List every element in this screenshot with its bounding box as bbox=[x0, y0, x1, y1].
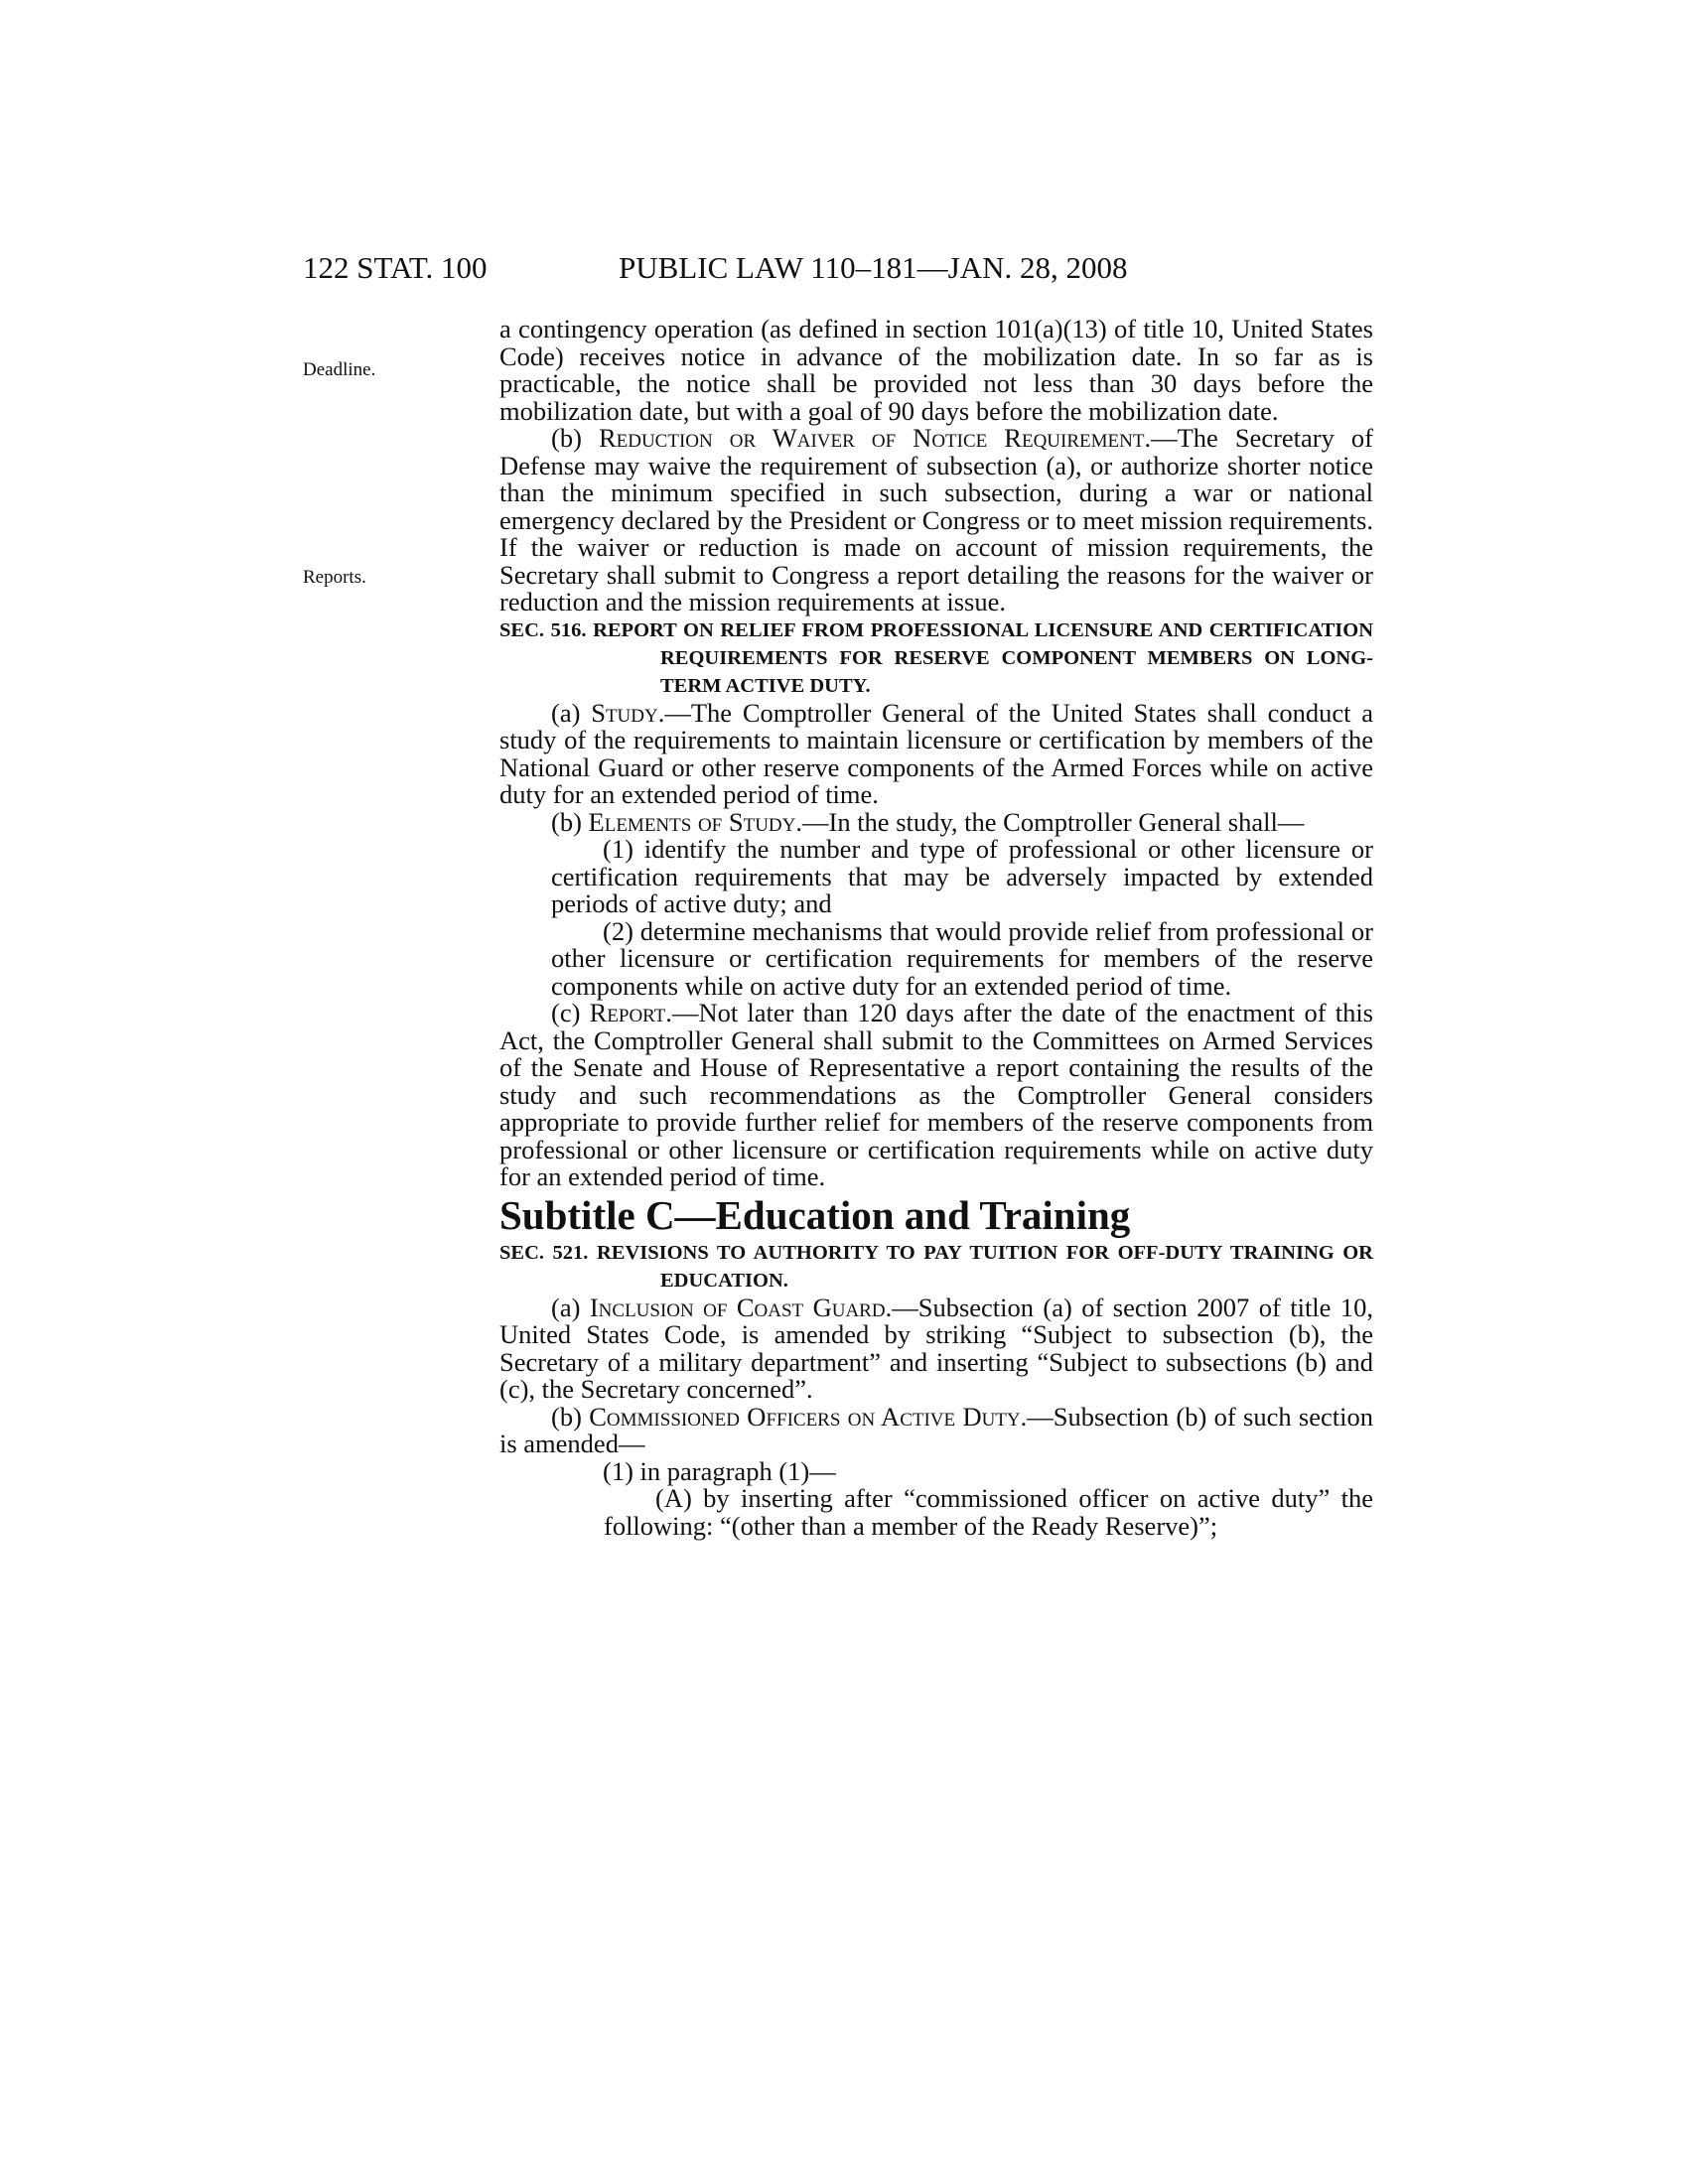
subsection-label: (b) bbox=[551, 423, 599, 453]
subsection-heading: Commissioned Officers on Active Duty. bbox=[589, 1401, 1028, 1432]
subsection-label: (b) bbox=[551, 806, 589, 837]
sec521-paragraph-b1: (1) in paragraph (1)— bbox=[603, 1455, 836, 1486]
sec515-subsection-b bbox=[499, 425, 1373, 616]
subsection-heading: Report. bbox=[589, 998, 672, 1027]
continuation-paragraph: a contingency operation (as defined in section 101(a)(13) of title 10, United States Code) receives notice in advance of the mobilization date. In so far as is practicable, the notice shall be provided not less than 30 days before the mobilization date, but with a goal of 90 days before the mobilization date. bbox=[499, 314, 1373, 426]
sec521-subsection-a bbox=[499, 1292, 1373, 1404]
document-body bbox=[499, 316, 1373, 1540]
subsection-text: —Subsection (b) of such section is amended— bbox=[499, 1401, 1373, 1458]
sec516-subsection-c bbox=[499, 1000, 1373, 1191]
subsection-label: (a) bbox=[551, 697, 592, 728]
subsection-text: —In the study, the Comptroller General shall— bbox=[802, 806, 1305, 837]
subsection-text: —The Comptroller General of the United States shall conduct a study of the requirements to maintain licensure or certification by members of the National Guard or other reserve components of the Armed Forces while on active duty for an extended period of time. bbox=[499, 697, 1374, 809]
margin-note-reports: Reports. bbox=[303, 567, 366, 588]
sec516-subsection-b bbox=[499, 806, 1373, 837]
subsection-heading: Elements of Study. bbox=[588, 806, 802, 837]
sec521-subsection-b bbox=[499, 1401, 1373, 1458]
stat-page-number: 122 STAT. 100 bbox=[303, 250, 488, 285]
subsection-text: —The Secretary of Defense may waive the requirement of subsection (a), or authorize shorter notice than the minimum specified in such subsection, during a war or national emergency declared by the President or Congress or to meet mission requirements. If the waiver or reduction is made on account of mission requirements, the Secretary shall submit to Congress a report detailing the reasons for the waiver or reduction and the mission requirements at issue. bbox=[499, 423, 1373, 616]
subsection-heading: Reduction or Waiver of Notice Requirement. bbox=[598, 423, 1152, 453]
subsection-label: (b) bbox=[551, 1401, 590, 1432]
sec521-heading: SEC. 521. REVISIONS TO AUTHORITY TO PAY TUITION FOR OFF-DUTY TRAINING OR EDUCATION. bbox=[499, 1241, 1373, 1292]
subsection-label: (c) bbox=[551, 998, 590, 1027]
page-header bbox=[303, 248, 1375, 288]
subsection-text: —Subsection (a) of section 2007 of title 10, United States Code, is amended by striking “Subject to subsection (b), the Secretary of a military department” and inserting “Subject to subsections (b) and (c), the Secretary concerned”. bbox=[499, 1292, 1373, 1404]
subsection-label: (a) bbox=[551, 1292, 590, 1322]
subsection-heading: Study. bbox=[591, 697, 665, 728]
sec521-subparagraph-b1A: (A) by inserting after “commissioned officer on active duty” the following: “(other than a member of the Ready Reserve)”; bbox=[604, 1483, 1373, 1541]
subsection-heading: Inclusion of Coast Guard. bbox=[589, 1292, 893, 1322]
margin-note-deadline: Deadline. bbox=[303, 359, 376, 380]
subsection-text: —Not later than 120 days after the date of the enactment of this Act, the Comptroller General shall submit to the Committees on Armed Services of the Senate and House of Representative a report containing the results of the study and such recommendations as the Comptroller General considers appropriate to provide further relief for members of the reserve components from professional or other licensure or certification requirements while on active duty for an extended period of time. bbox=[499, 998, 1373, 1191]
sec516-heading: SEC. 516. REPORT ON RELIEF FROM PROFESSIONAL LICENSURE AND CERTIFICATION REQUIREMENTS FOR RESERVE COMPONENT MEMBERS ON LONG-TERM ACTIVE DUTY. bbox=[499, 618, 1373, 697]
public-law-title: PUBLIC LAW 110–181—JAN. 28, 2008 bbox=[619, 250, 1128, 285]
sec516-paragraph-b1: (1) identify the number and type of professional or other licensure or certification requirements that may be adversely impacted by extended periods of active duty; and bbox=[551, 834, 1373, 918]
sec516-subsection-a bbox=[499, 697, 1374, 809]
sec516-paragraph-b2: (2) determine mechanisms that would provide relief from professional or other licensure or certification requirements for members of the reserve components while on active duty for an extended period of time. bbox=[551, 915, 1373, 1001]
subtitle-heading: Subtitle C—Education and Training bbox=[499, 1191, 1131, 1238]
